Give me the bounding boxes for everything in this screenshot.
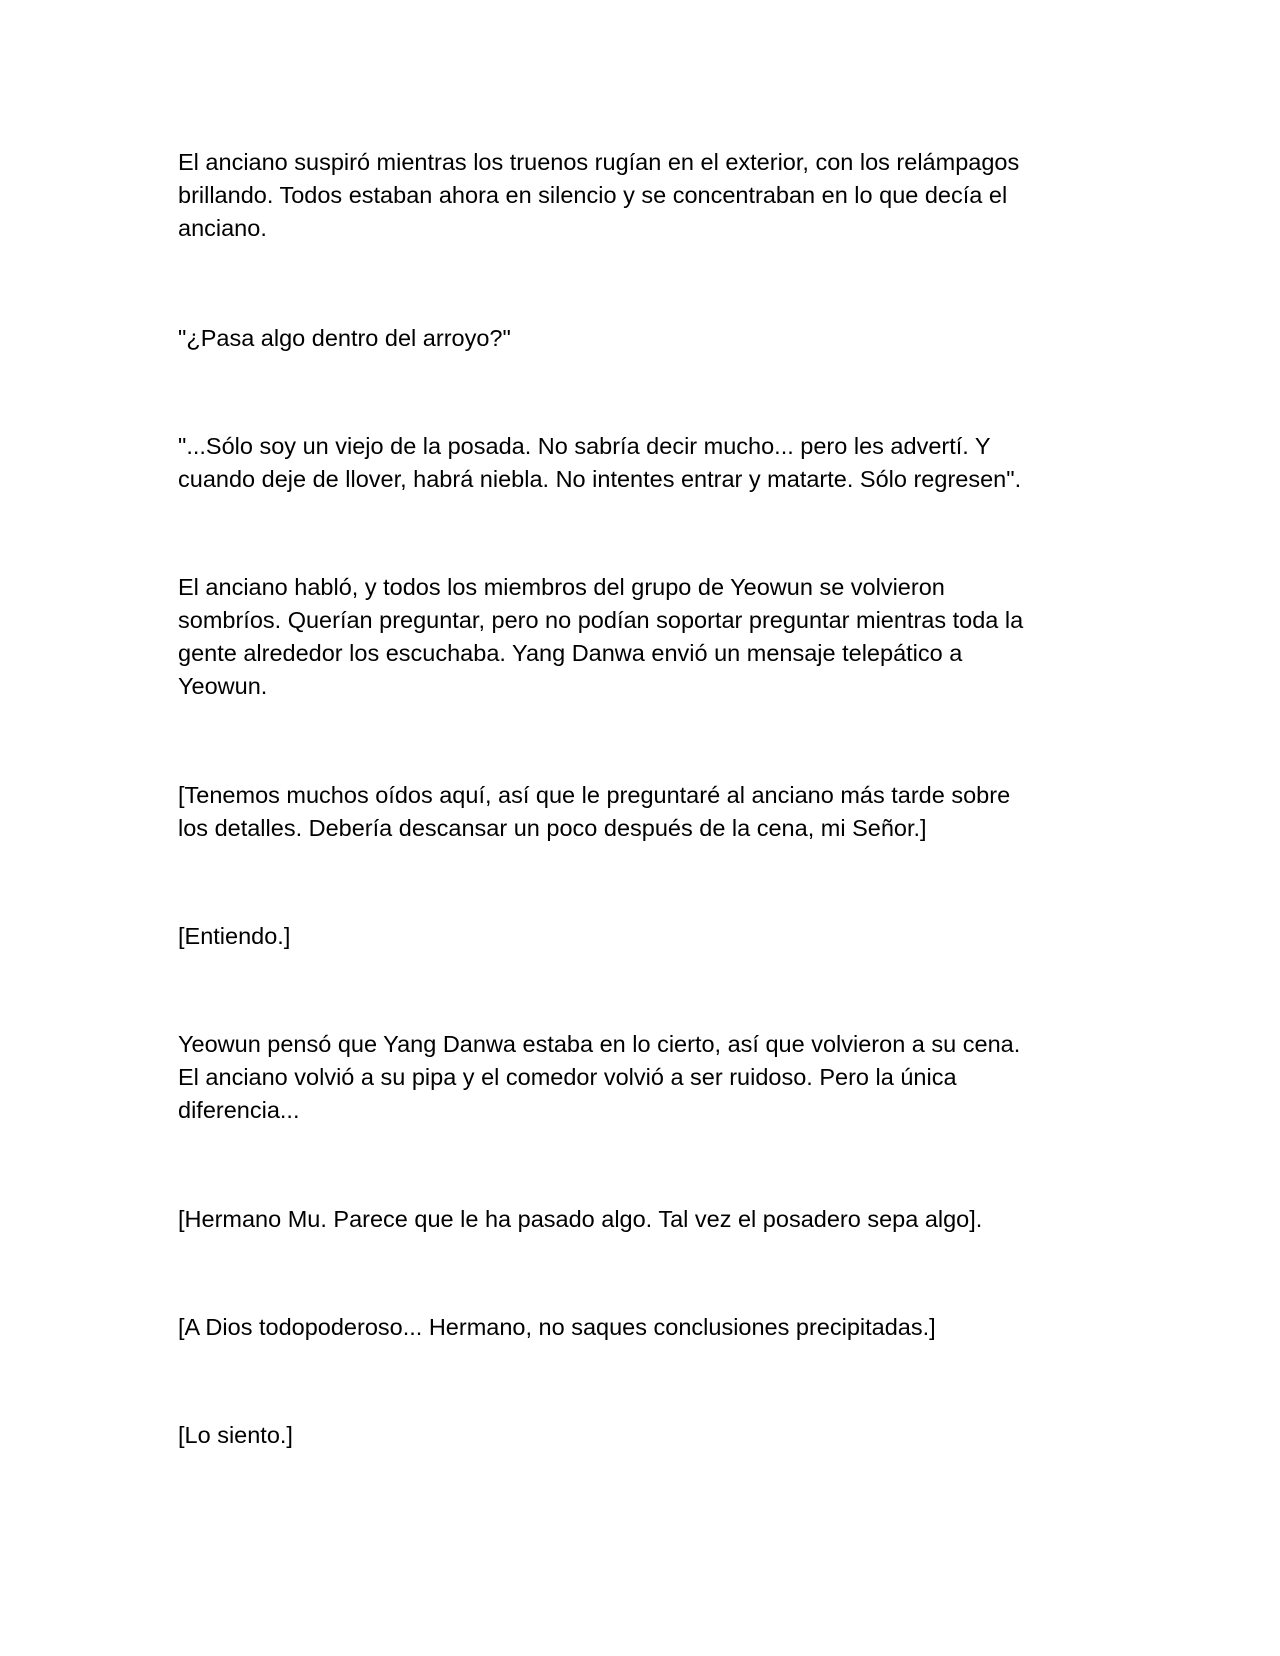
paragraph-telepathy-2: [Entiendo.] [178, 923, 291, 949]
paragraph-dialogue-1: "¿Pasa algo dentro del arroyo?" [178, 325, 511, 351]
paragraph-telepathy-3: [Hermano Mu. Parece que le ha pasado algo. Tal vez el posadero sepa algo]. [178, 1206, 983, 1232]
paragraph-narration-1: El anciano suspiró mientras los truenos rugían en el exterior, con los relámpagos brillando. Todos estaban ahora en silencio y se concentraban en lo que decía el anciano. [178, 149, 1020, 241]
paragraph-telepathy-4: [A Dios todopoderoso... Hermano, no saques conclusiones precipitadas.] [178, 1314, 936, 1340]
paragraph-telepathy-1: [Tenemos muchos oídos aquí, así que le preguntaré al anciano más tarde sobre los detalles. Debería descansar un poco después de la cena, mi Señor.] [178, 782, 1011, 841]
paragraph-telepathy-5: [Lo siento.] [178, 1422, 293, 1448]
paragraph-narration-3: Yeowun pensó que Yang Danwa estaba en lo cierto, así que volvieron a su cena. El anciano volvió a su pipa y el comedor volvió a ser ruidoso. Pero la única diferencia... [178, 1031, 1021, 1123]
paragraph-narration-2: El anciano habló, y todos los miembros del grupo de Yeowun se volvieron sombríos. Querían preguntar, pero no podían soportar preguntar mientras toda la gente alrededor los escuchaba. Yang Danwa envió un mensaje telepático a Yeowun. [178, 574, 1024, 699]
paragraph-dialogue-2: "...Sólo soy un viejo de la posada. No sabría decir mucho... pero les advertí. Y cuando deje de llover, habrá niebla. No intentes entrar y matarte. Sólo regresen". [178, 433, 1022, 492]
